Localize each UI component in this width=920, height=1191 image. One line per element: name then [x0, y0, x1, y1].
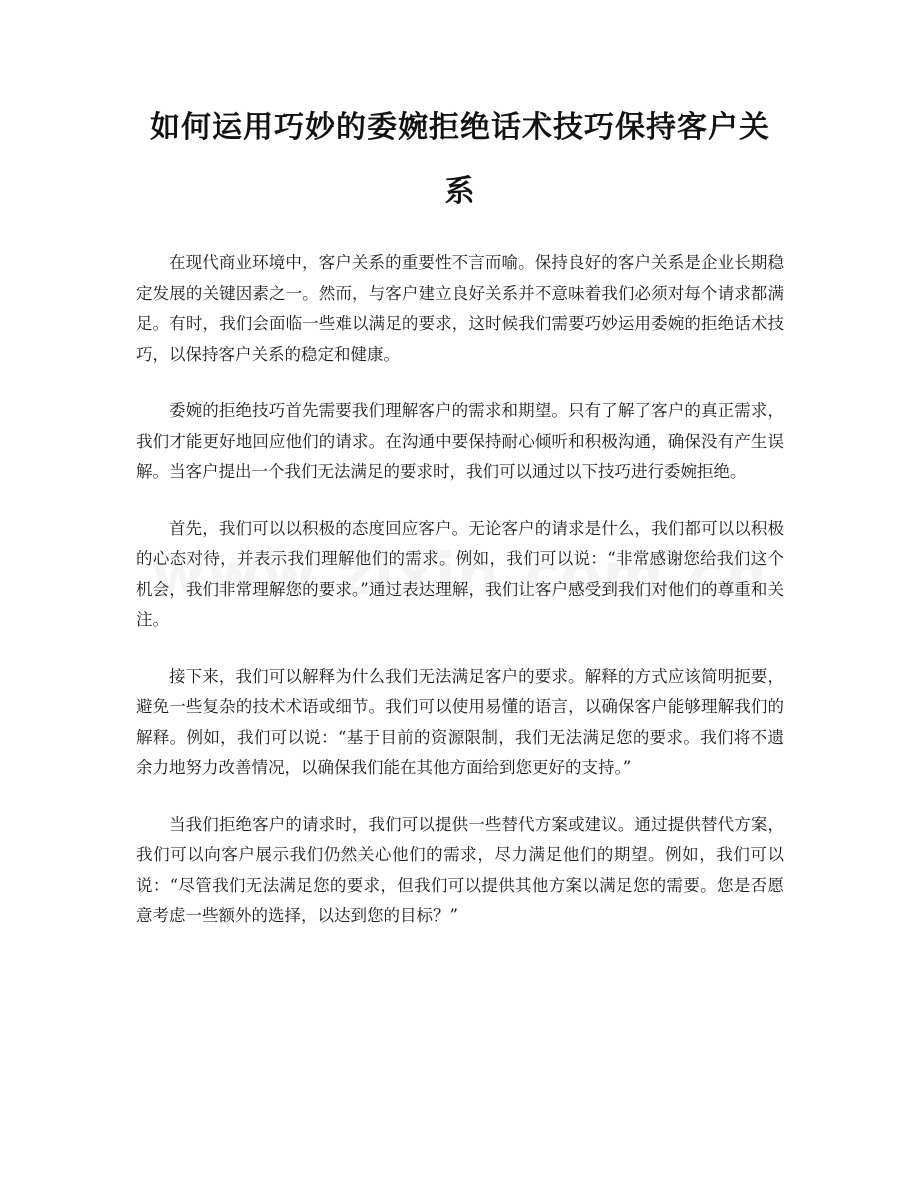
document-title: 如何运用巧妙的委婉拒绝话术技巧保持客户关系 [150, 110, 770, 209]
paragraph-2: 委婉的拒绝技巧首先需要我们理解客户的需求和期望。只有了解了客户的真正需求，我们才能更好地回应他们的请求。在沟通中要保持耐心倾听和积极沟通，确保没有产生误解。当客户提出一个我们无法满足的要求时，我们可以通过以下技巧进行委婉拒绝。 [136, 401, 784, 481]
paragraph-1: 在现代商业环境中，客户关系的重要性不言而喻。保持良好的客户关系是企业长期稳定发展的关键因素之一。然而，与客户建立良好关系并不意味着我们必须对每个请求都满足。有时，我们会面临一些难以满足的要求，这时候我们需要巧妙运用委婉的拒绝话术技巧，以保持客户关系的稳定和健康。 [136, 253, 784, 364]
paragraph-3: 首先，我们可以以积极的态度回应客户。无论客户的请求是什么，我们都可以以积极的心态对待，并表示我们理解他们的需求。例如，我们可以说：“非常感谢您给我们这个机会，我们非常理解您的要求。”通过表达理解，我们让客户感受到我们对他们的尊重和关注。 [136, 518, 784, 629]
paragraph-5: 当我们拒绝客户的请求时，我们可以提供一些替代方案或建议。通过提供替代方案，我们可以向客户展示我们仍然关心他们的需求，尽力满足他们的期望。例如，我们可以说：“尽管我们无法满足您的要求，但我们可以提供其他方案以满足您的需要。您是否愿意考虑一些额外的选择，以达到您的目标？” [136, 814, 784, 925]
document-body [136, 248, 784, 932]
paragraph-4: 接下来，我们可以解释为什么我们无法满足客户的要求。解释的方式应该简明扼要，避免一些复杂的技术术语或细节。我们可以使用易懂的语言，以确保客户能够理解我们的解释。例如，我们可以说：“基于目前的资源限制，我们无法满足您的要求。我们将不遗余力地努力改善情况，以确保我们能在其他方面给到您更好的支持。” [136, 666, 784, 777]
